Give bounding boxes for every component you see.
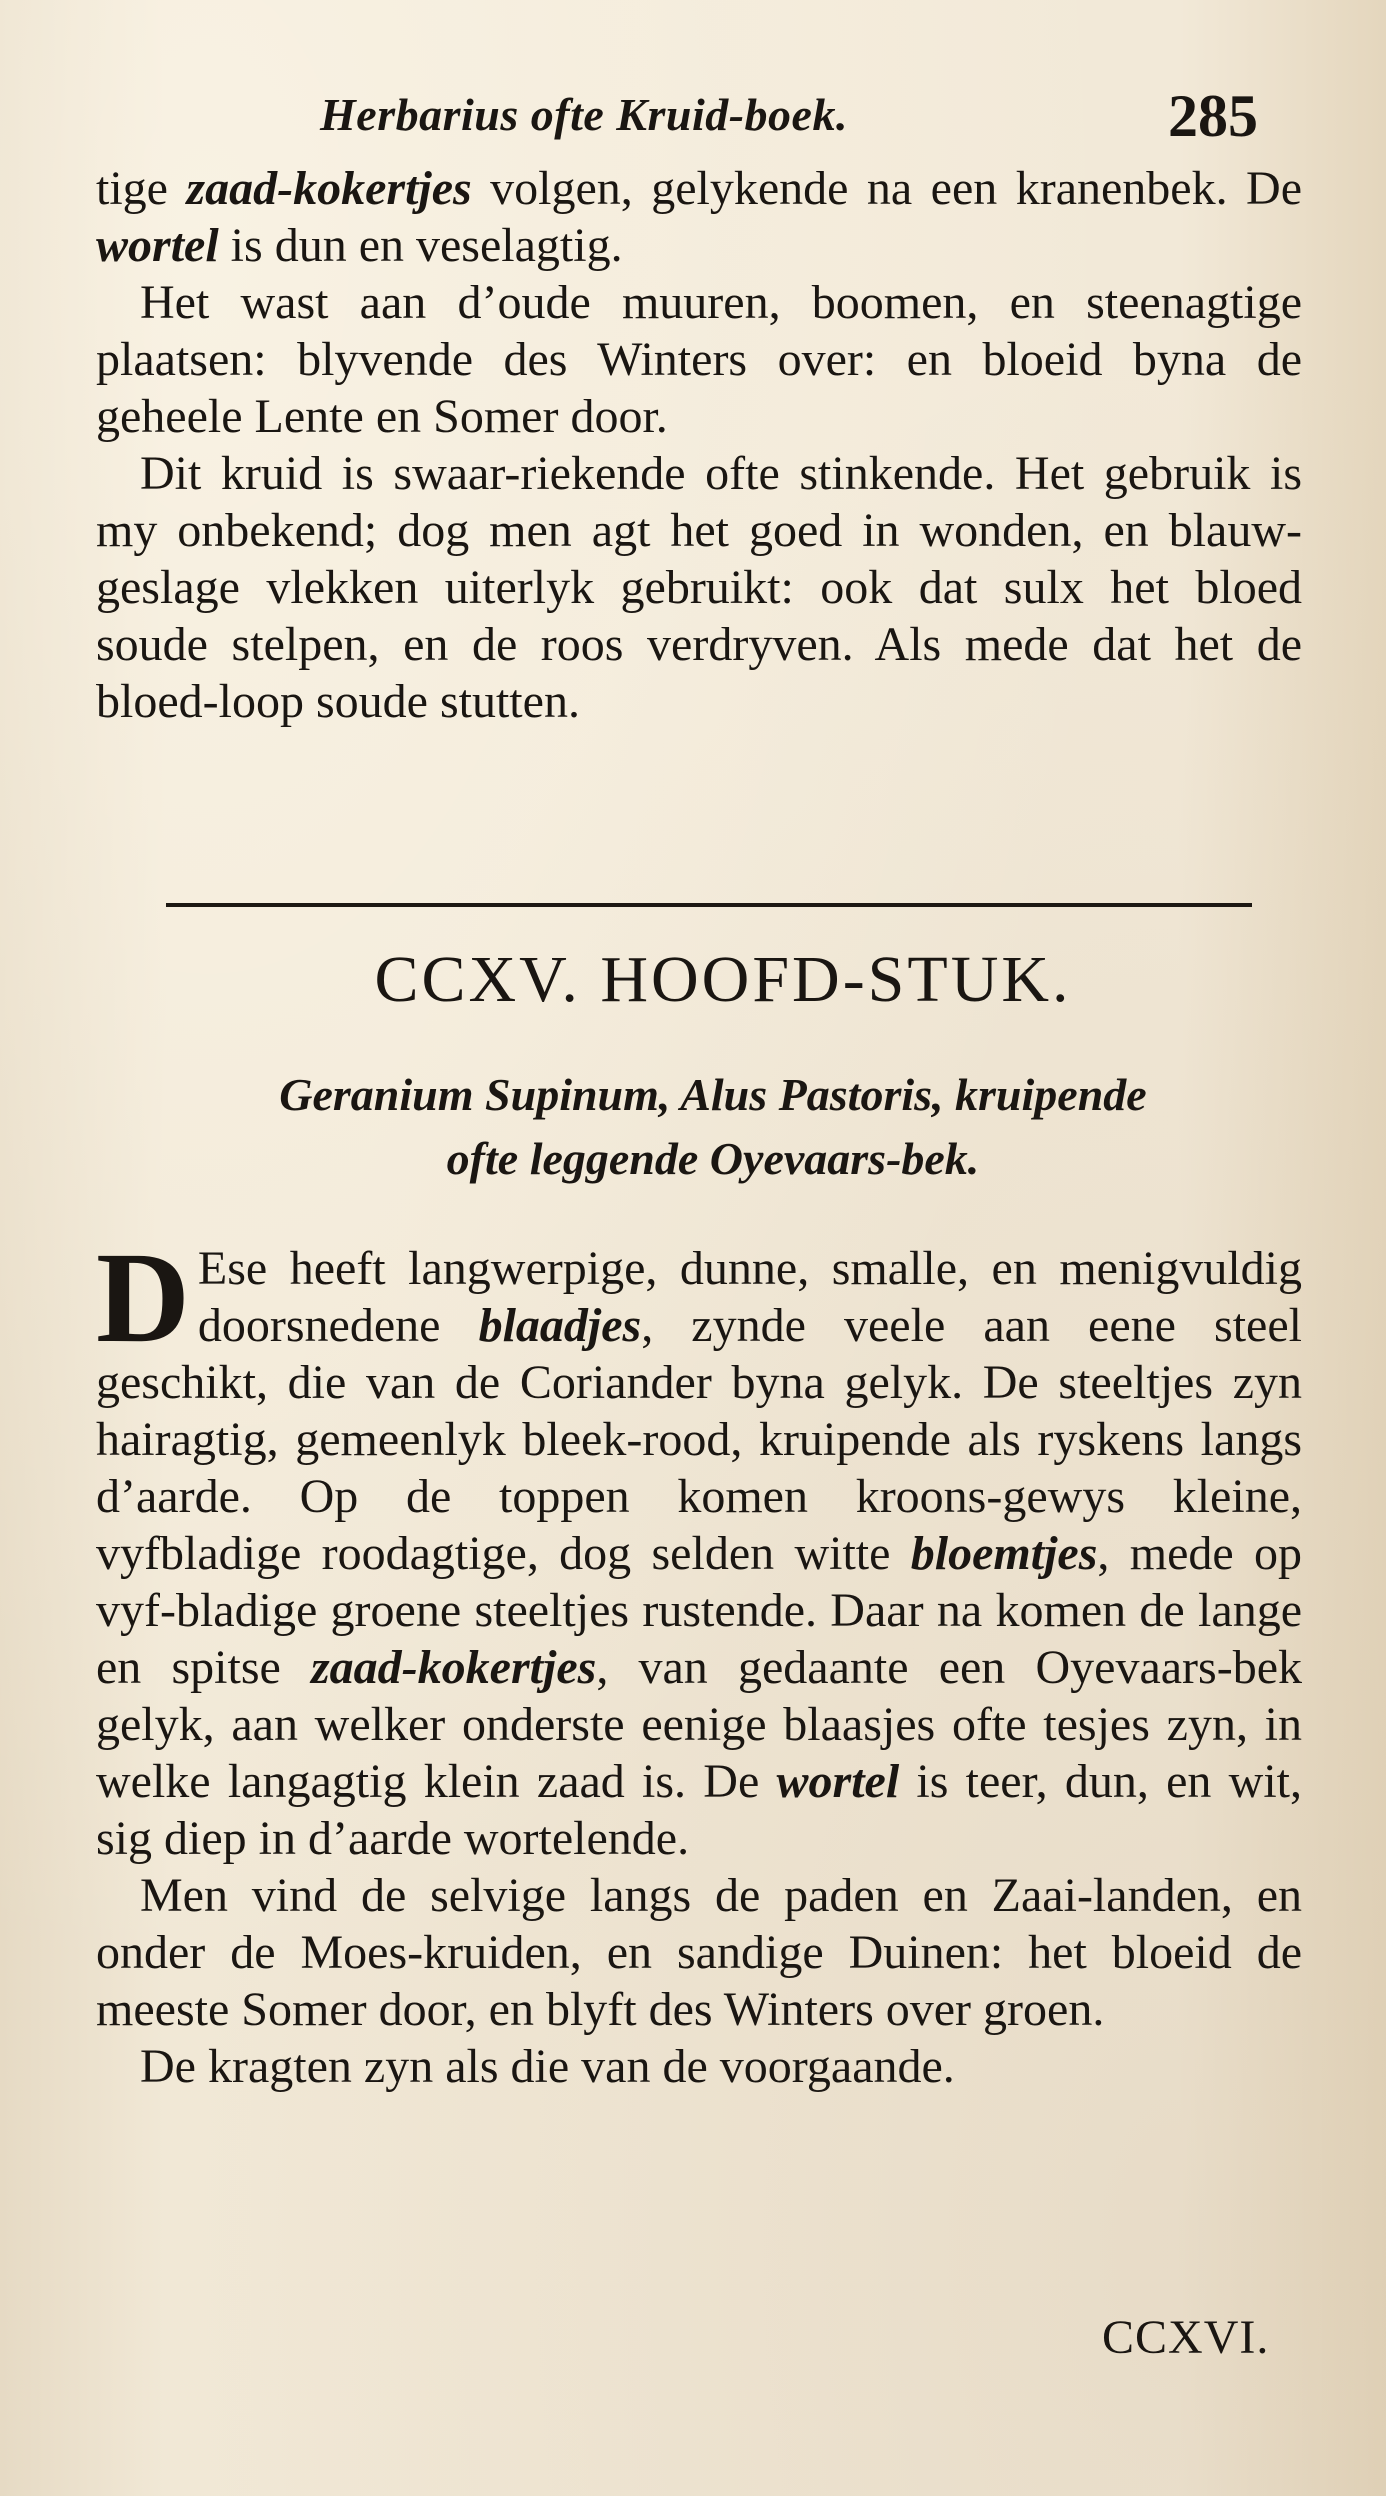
italic-term: bloemtjes xyxy=(910,1527,1098,1580)
catchword: CCXVI. xyxy=(1102,2311,1270,2364)
italic-term: zaad-kokertjes xyxy=(311,1641,597,1694)
chapter-body xyxy=(96,1226,1303,2095)
drop-cap: D xyxy=(96,1226,190,1370)
top-section xyxy=(96,160,1302,730)
text-run: , mede op vyf-bladige groene steeltjes rustende. Daar na komen de lange en spitse xyxy=(96,1527,1302,1694)
paragraph-habitat xyxy=(96,274,1302,445)
paragraph-continuation xyxy=(96,160,1302,274)
text-run: is dun en veselagtig. xyxy=(218,219,623,272)
italic-term: blaadjes xyxy=(478,1299,642,1352)
paragraph-description-text xyxy=(96,1226,1303,1865)
chapter-heading: CCXV. HOOFD-STUK. xyxy=(374,943,1072,1016)
paragraph-habitat xyxy=(96,1867,1302,2038)
text-run: , van gedaante een Oyevaars-bek gelyk, aan welker onderste eenige blaasjes ofte tesjes zyn, in welke langagtig klein zaad is. De xyxy=(96,1641,1303,1808)
text-run: volgen, gelykende na een kranenbek. De xyxy=(471,162,1303,215)
text-run: Men vind de selvige langs de paden en Zaai-landen, en onder de Moes-kruiden, en sandige Duinen: het bloeid de meeste Somer door, en blyft des Winters over groen. xyxy=(96,1869,1302,2036)
italic-term: wortel xyxy=(96,219,219,272)
text-run: De kragten zyn als die van de voorgaande. xyxy=(140,2040,955,2093)
text-run: Ese heeft langwerpige, dunne, smalle, en menigvuldig doorsnedene xyxy=(197,1242,1302,1352)
text-run: , zynde veele aan eene steel geschikt, die van de Coriander byna gelyk. De steeltjes zyn hairagtig, gemeenlyk bleek-rood, kruipende als ryskens langs d’aarde. Op de toppen komen kroons-gewys kleine, vyfbladige roodagtige, dog selden witte xyxy=(96,1299,1303,1580)
italic-term: wortel xyxy=(776,1755,900,1808)
section-divider xyxy=(166,903,1252,907)
paragraph-description xyxy=(96,1226,1303,1867)
chapter-subtitle-line-2: ofte leggende Oyevaars-bek. xyxy=(446,1133,980,1184)
paragraph-virtues xyxy=(96,2038,1302,2095)
running-head: Herbarius ofte Kruid-boek. xyxy=(320,89,848,140)
text-run: Het wast aan d’oude muuren, boomen, en steenagtige plaatsen: blyvende des Winters over: en bloeid byna de geheele Lente en Somer door. xyxy=(96,276,1302,443)
text-run: Dit kruid is swaar-riekende ofte stinkende. Het gebruik is my onbekend; dog men agt het goed in wonden, en blauw-geslage vlekken uiterlyk gebruikt: ook dat sulx het bloed soude stelpen, en de roos verdryven. Als mede dat het de bloed-loop soude stutten. xyxy=(96,447,1302,728)
page-number: 285 xyxy=(1168,83,1258,149)
text-run: tige xyxy=(96,162,187,215)
chapter-subtitle-line-1: Geranium Supinum, Alus Pastoris, kruipende xyxy=(279,1069,1147,1120)
paragraph-use xyxy=(96,445,1302,730)
italic-term: zaad-kokertjes xyxy=(186,162,472,215)
text-run: is teer, dun, en wit, sig diep in d’aarde wortelende. xyxy=(96,1755,1302,1865)
page-header xyxy=(0,82,1386,152)
